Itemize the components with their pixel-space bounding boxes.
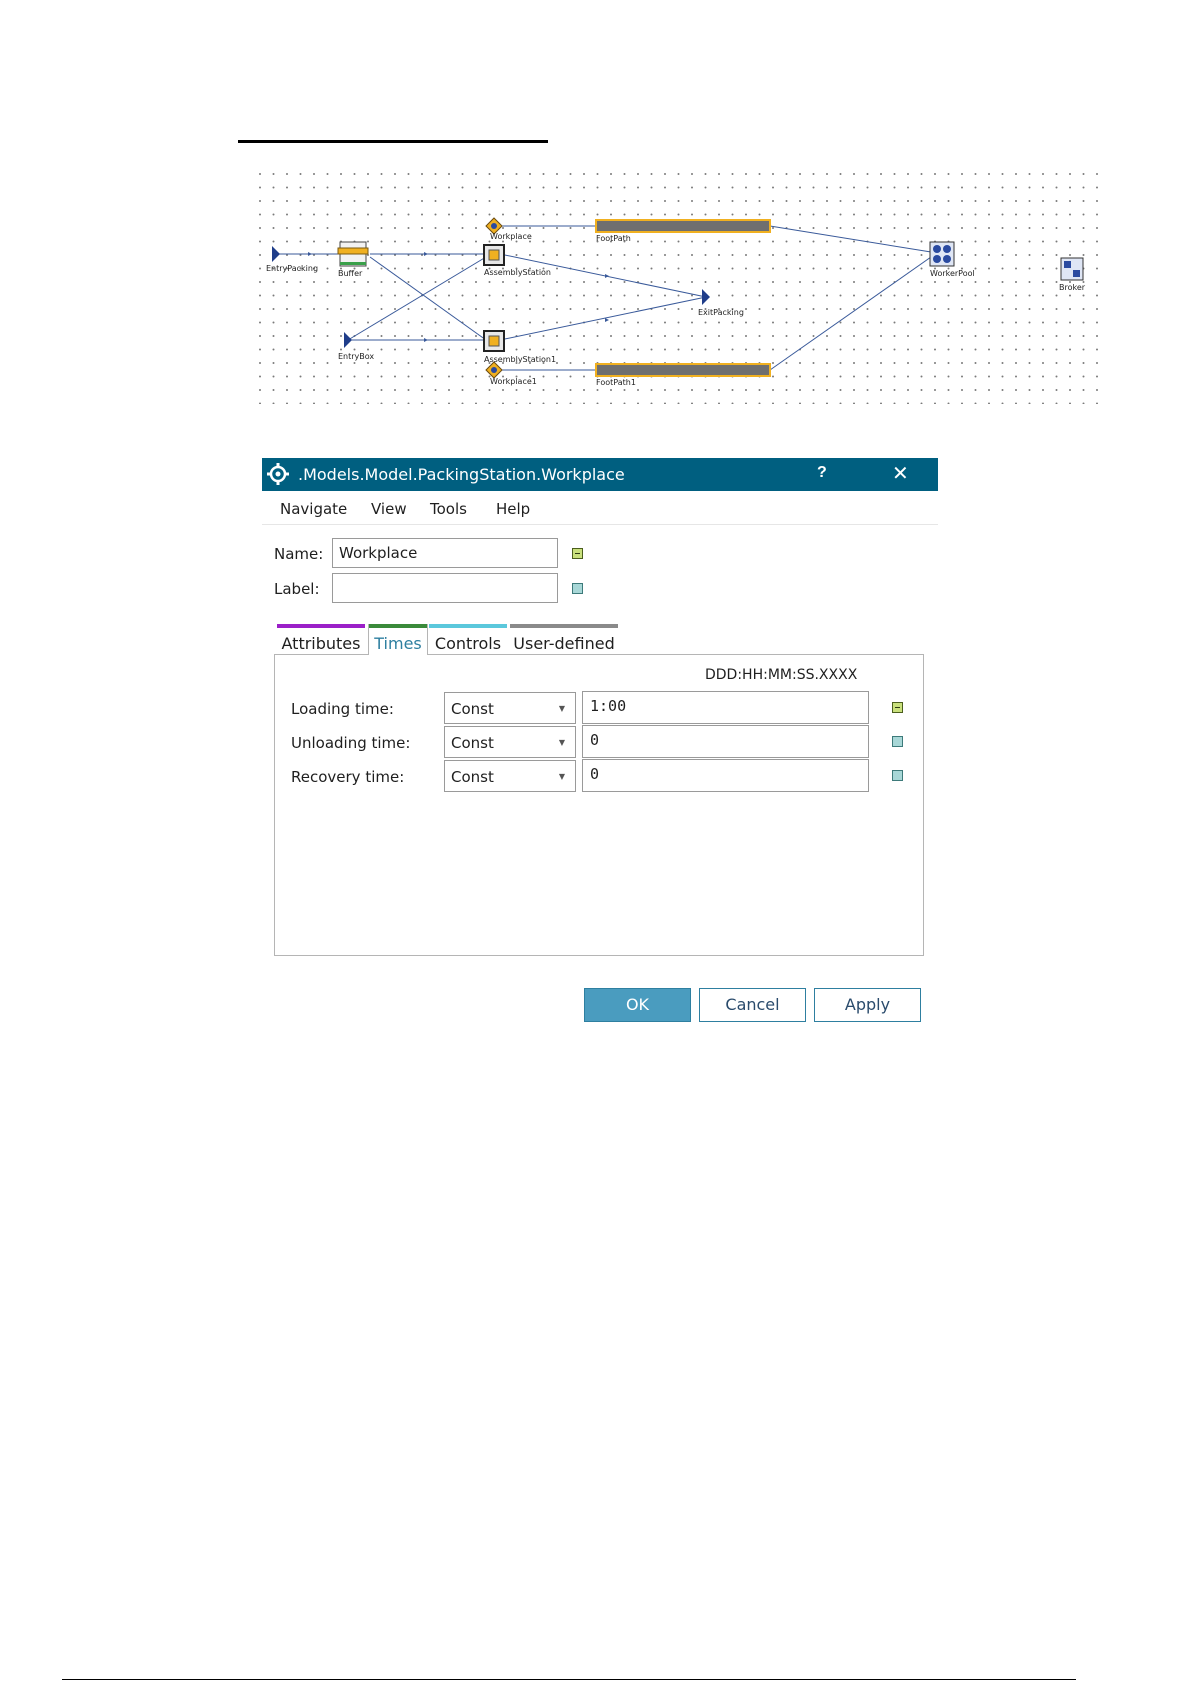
unloading-time-label: Unloading time: — [291, 734, 411, 752]
assembly-station-label: AssemblyStation — [484, 268, 551, 277]
tab-times-label: Times — [374, 634, 422, 653]
label-label: Label: — [274, 580, 320, 598]
assembly-station-node — [484, 245, 504, 265]
loading-time-value-field[interactable]: 1:00 — [582, 691, 869, 724]
title-bar[interactable] — [262, 458, 938, 491]
tab-times[interactable] — [368, 624, 428, 655]
workplace-label: Workplace — [490, 232, 532, 241]
canvas-drawing — [258, 172, 1098, 404]
label-inherit-toggle[interactable] — [572, 583, 583, 594]
help-button[interactable]: ? — [817, 464, 827, 481]
unloading-time-distribution-select[interactable] — [444, 726, 576, 758]
menu-tools[interactable]: Tools — [430, 500, 467, 518]
footpath1-node — [596, 364, 770, 376]
entry-packing-label: EntryPacking — [266, 264, 319, 273]
tab-controls-color-bar — [429, 624, 507, 628]
recovery-time-value-field[interactable]: 0 — [582, 759, 869, 792]
recovery-time-label: Recovery time: — [291, 768, 405, 786]
time-format-hint: DDD:HH:MM:SS.XXXX — [705, 667, 858, 683]
menu-view[interactable]: View — [371, 500, 407, 518]
unloading-time-inherit-toggle[interactable] — [892, 736, 903, 747]
menu-help[interactable]: Help — [496, 500, 531, 518]
worker-pool-node — [930, 242, 954, 266]
ok-button[interactable]: OK — [584, 988, 691, 1022]
loading-time-distribution-value: Const — [451, 700, 494, 718]
loading-time-label: Loading time: — [291, 700, 394, 718]
tab-attributes[interactable] — [277, 624, 365, 654]
buffer-node — [338, 242, 368, 266]
footpath1-label: FootPath1 — [596, 378, 636, 387]
worker-pool-label: WorkerPool — [930, 269, 975, 278]
loading-time-inherit-toggle[interactable] — [892, 702, 903, 713]
name-inherit-toggle[interactable] — [572, 548, 583, 559]
recovery-time-distribution-select[interactable] — [444, 760, 576, 792]
loading-time-distribution-select[interactable] — [444, 692, 576, 724]
chevron-down-icon: ▼ — [558, 704, 565, 713]
tab-controls[interactable] — [429, 624, 507, 654]
assembly-station1-node — [484, 331, 504, 351]
unloading-time-value-field[interactable]: 0 — [582, 725, 869, 758]
name-field[interactable]: Workplace — [332, 538, 558, 568]
chevron-down-icon: ▼ — [558, 772, 565, 781]
tab-user-defined[interactable] — [510, 624, 618, 654]
broker-label: Broker — [1059, 283, 1086, 292]
tab-attributes-label: Attributes — [281, 634, 361, 653]
label-field[interactable] — [332, 573, 558, 603]
exit-packing-label: ExitPacking — [698, 308, 744, 317]
unloading-time-distribution-value: Const — [451, 734, 494, 752]
entry-box-label: EntryBox — [338, 352, 375, 361]
footpath-node — [596, 220, 770, 232]
recovery-time-distribution-value: Const — [451, 768, 494, 786]
app-gear-icon — [266, 462, 290, 486]
chevron-down-icon: ▼ — [558, 738, 565, 747]
tab-user-defined-label: User-defined — [513, 634, 615, 653]
footpath-label: FootPath — [596, 234, 631, 243]
model-canvas[interactable] — [258, 172, 1098, 404]
tab-controls-label: Controls — [434, 634, 502, 653]
recovery-time-inherit-toggle[interactable] — [892, 770, 903, 781]
name-label: Name: — [274, 545, 324, 563]
tab-user-defined-color-bar — [510, 624, 618, 628]
menu-bar — [262, 491, 938, 525]
menu-navigate[interactable]: Navigate — [280, 500, 348, 518]
tab-times-color-bar — [369, 624, 427, 628]
workplace-dialog — [262, 458, 938, 1018]
dialog-title: .Models.Model.PackingStation.Workplace — [298, 465, 625, 484]
footer-rule — [62, 1679, 1076, 1680]
times-panel — [274, 654, 924, 956]
apply-button[interactable]: Apply — [814, 988, 921, 1022]
cancel-button[interactable]: Cancel — [699, 988, 806, 1022]
tab-attributes-color-bar — [277, 624, 365, 628]
close-button[interactable]: ✕ — [892, 463, 909, 485]
assembly-station1-label: AssemblyStation1 — [484, 355, 557, 364]
workplace1-label: Workplace1 — [490, 377, 537, 386]
heading-underline — [238, 140, 548, 143]
buffer-label: Buffer — [338, 269, 363, 278]
broker-node — [1061, 258, 1083, 280]
